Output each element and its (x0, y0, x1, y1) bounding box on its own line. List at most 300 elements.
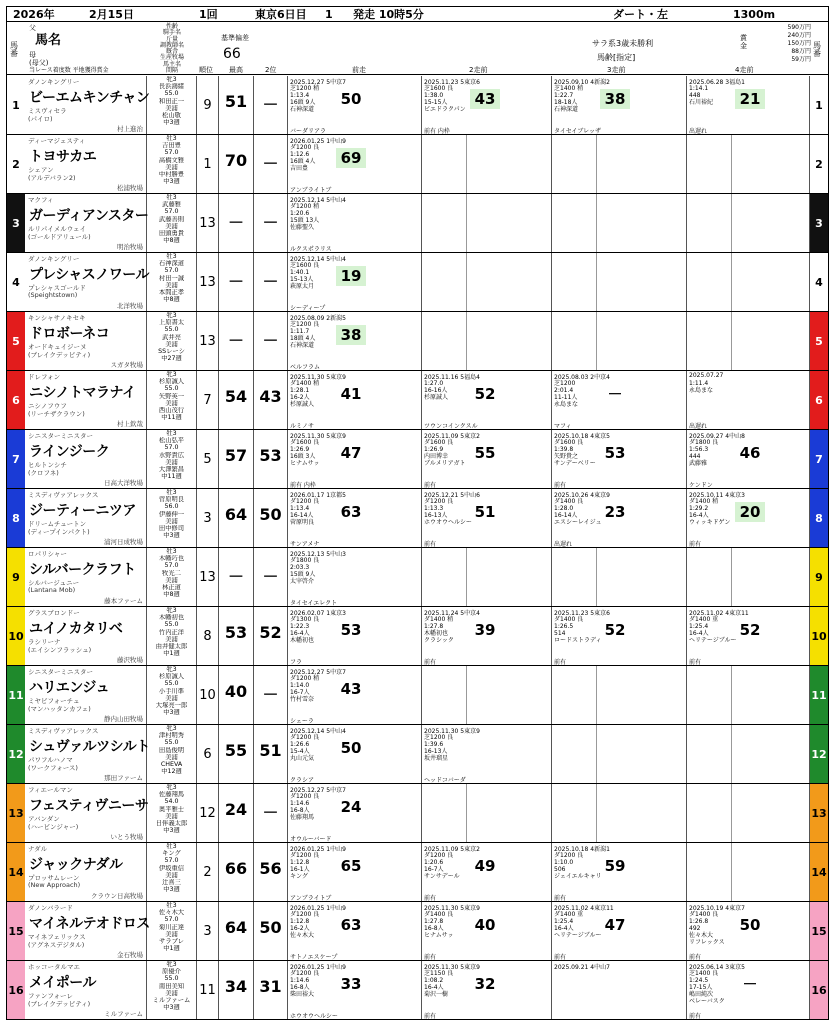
second-value: 52 (259, 623, 282, 642)
empty-grid (466, 312, 526, 370)
info-line: 57.0 (164, 562, 179, 570)
past-race-2 (422, 76, 552, 134)
past-race-1 (288, 135, 422, 193)
info-line: 中11週 (161, 414, 182, 422)
empty-grid (596, 725, 656, 783)
past-race-note: 前有 (424, 541, 437, 548)
past-race-3 (552, 902, 687, 960)
second-cell (254, 784, 288, 842)
past-race-line: 1:26.6 (290, 741, 310, 748)
past-race-1 (288, 961, 422, 1019)
best-cell (219, 253, 254, 311)
horse-name: ラインジーク (29, 444, 110, 460)
info-line: 54.0 (164, 798, 179, 806)
second-value: － (262, 331, 279, 350)
second-value: － (262, 272, 279, 291)
info-label: 性齢 (165, 23, 178, 30)
second-cell (254, 194, 288, 252)
info-line: 牝3 (166, 725, 177, 732)
past-race-3 (552, 548, 687, 606)
jockey-info (147, 312, 197, 370)
past-race-line: 16頭 3人 (290, 453, 316, 460)
dam-sire: (マンハッタンカフェ) (28, 705, 91, 713)
sire-name: ダノンキングリー (28, 78, 80, 86)
hyoka-label: 基準偏差 (221, 34, 249, 42)
rank-value: 6 (197, 725, 219, 783)
dam-name: ラシリーナ (28, 638, 61, 646)
horse-cell (25, 135, 147, 193)
horse-row (7, 76, 828, 135)
past-race-line: 15頭 9人 (290, 571, 316, 578)
past-race-index: 46 (739, 444, 761, 462)
past-race-date: 2025.12.14 5中山4 (290, 256, 346, 263)
past-race-1 (288, 312, 422, 370)
past-race-body (424, 439, 466, 467)
past-race-index: 55 (474, 444, 496, 462)
jockey-info (147, 194, 197, 252)
second-cell (254, 253, 288, 311)
past-race-line: 444 (689, 453, 701, 460)
mother-label: 母 (29, 51, 36, 59)
horse-cell (25, 843, 147, 901)
past-race-note: シェーラ (290, 718, 314, 725)
past-race-2 (422, 194, 552, 252)
sire-name: ディーマジェスティ (28, 137, 86, 145)
past-race-line: ダ1600 良 (290, 439, 320, 446)
past-race-3 (552, 784, 687, 842)
race-condition: 馬齢[指定] (597, 53, 636, 62)
info-line: 57.0 (164, 916, 179, 924)
past-race-date: 2026.01.25 1中山9 (290, 138, 346, 145)
breeder: 明治牧場 (117, 243, 143, 251)
horse-name: マイネルテオドロス (29, 916, 150, 932)
past-race-body (424, 380, 448, 401)
empty-grid (596, 194, 656, 252)
info-line: 松山敬 (162, 112, 181, 120)
info-line: 吉田豊 (162, 142, 181, 150)
past-race-line: 15頭 13人 (290, 217, 320, 224)
umaban-right: 10 (810, 607, 828, 665)
umaban-right: 3 (810, 194, 828, 252)
info-line: 菊川正達 (158, 923, 185, 931)
past-race-2 (422, 371, 552, 429)
past-race-line: 武藤雅 (689, 460, 708, 467)
past-race-line: ダ1200 良 (424, 498, 454, 505)
info-line: 55.0 (164, 680, 179, 688)
empty-grid (731, 548, 791, 606)
second-value: 53 (259, 446, 282, 465)
past-race-line: ダ1400 良 (554, 498, 584, 505)
past-race-line: サンデーベリー (554, 460, 596, 467)
past-race-line: 16-1人 (290, 866, 310, 873)
info-line: キング (162, 850, 181, 858)
rank-value: 13 (197, 312, 219, 370)
second-value: 50 (259, 505, 282, 524)
best-cell (219, 371, 254, 429)
past-race-date: 2025.10.11 4東京3 (689, 492, 745, 499)
past-race-note: 出遅れ (689, 423, 708, 430)
past-race-3 (552, 253, 687, 311)
dam-name: アバンダン (28, 815, 60, 823)
past-race-date: 2025.11.30 5東京9 (424, 905, 480, 912)
info-label: 間隔 (165, 67, 178, 75)
past-race-note: 前有 (554, 954, 567, 961)
past-race-line: エスシーレイジュ (554, 519, 602, 526)
past-race-2 (422, 253, 552, 311)
past-race-note: ルクスポラリス (290, 246, 332, 253)
past-race-index: 47 (604, 916, 626, 934)
info-line: 美浦 (165, 281, 178, 289)
second-value: 31 (259, 977, 282, 996)
umaban-right: 14 (810, 843, 828, 901)
past-race-line: ダ1400 良 (554, 616, 584, 623)
past-race-line: ヘリテージブルー (689, 637, 737, 644)
date: 2月15日 (89, 8, 134, 21)
empty-grid (596, 666, 656, 724)
umaban: 4 (7, 253, 25, 311)
dam-sire: (ハービンジャー) (28, 823, 79, 831)
past-race-body (554, 439, 596, 467)
past-race-2 (422, 961, 552, 1019)
past-race-1 (288, 843, 422, 901)
past-race-note: 前有 (424, 954, 437, 961)
umaban-right: 7 (810, 430, 828, 488)
past-race-line: 柴田裕大 (290, 991, 315, 998)
past-race-line: 16-7人 (424, 866, 444, 873)
past-race-4 (687, 902, 810, 960)
info-label: 馬主名 (162, 60, 181, 68)
rank-value: 2 (197, 843, 219, 901)
second-value: － (262, 154, 279, 173)
umaban-right: 6 (810, 371, 828, 429)
umaban: 11 (7, 666, 25, 724)
second-value: 51 (259, 741, 282, 760)
past-race-note: アンブライトブ (290, 187, 332, 194)
info-line: 中3週 (163, 532, 180, 540)
past-race-line: ダ1800 良 (689, 439, 719, 446)
past-race-date: 2026.01.25 1中山9 (290, 846, 346, 853)
past-race-line: 1:40.1 (290, 269, 310, 276)
past-race-note: 前有 (554, 659, 567, 666)
past-race-line: 1:26.9 (424, 446, 444, 453)
past-race-line: ダ1200 良 (290, 734, 320, 741)
past-race-1 (288, 902, 422, 960)
past-race-note: 前有 内枠 (290, 482, 316, 489)
info-line: 牝3 (166, 961, 177, 968)
past-race-line: 1:14.6 (290, 800, 310, 807)
horse-cell (25, 489, 147, 547)
past-race-line: 1:24.5 (689, 977, 709, 984)
horse-cell (25, 76, 150, 134)
past-race-line: 1:13.4 (290, 505, 310, 512)
info-line: 杉原誠人 (158, 378, 185, 386)
umaban-right: 16 (810, 961, 828, 1019)
past-race-date: 2025.11.09 5東京2 (424, 846, 480, 853)
past-race-line: 永島まな (554, 401, 579, 408)
past-race-2 (422, 902, 552, 960)
jockey-info (147, 548, 197, 606)
rank-label: 順位 (199, 66, 213, 74)
past-race-line: ヘリテージブルー (554, 932, 602, 939)
info-line: 中11週 (161, 473, 182, 481)
info-line: 牝3 (166, 784, 177, 791)
past-race-line: 菊沢一樹 (424, 991, 449, 998)
past-race-line: 1:28.1 (290, 387, 310, 394)
past-race-body (290, 911, 319, 939)
past-race-line: 永島まな (689, 387, 714, 394)
past-race-body (554, 498, 601, 526)
past-race-line: 1:14.0 (290, 682, 310, 689)
past-race-line: 1:13.3 (424, 505, 444, 512)
past-race-index: 51 (474, 503, 496, 521)
mother-father-label: (母父) (29, 59, 49, 67)
past-race-line: ダ1400 良 (424, 911, 454, 918)
dam-sire: (パイロ) (28, 115, 53, 123)
horse-row (7, 961, 828, 1020)
past-race-line: ダ1200 良 (290, 911, 320, 918)
best-cell (219, 725, 254, 783)
dam-sire: (New Approach) (28, 881, 81, 889)
empty-grid (466, 548, 526, 606)
past-race-4 (687, 784, 810, 842)
dam-sire: (アグネスデジタル) (28, 941, 85, 949)
past-race-index: 38 (336, 325, 366, 345)
info-line: 和田正一 (158, 97, 185, 105)
empty-grid (596, 135, 656, 193)
name-label: 馬名 (35, 33, 62, 48)
past-race-line: 竹村雪奈 (290, 696, 315, 703)
past-race-3 (552, 430, 687, 488)
past-race-line: 1:38.0 (424, 92, 444, 99)
prize-value: 59万円 (791, 56, 811, 63)
distance: 1300m (733, 7, 776, 21)
dam-sire: (ワークフォース) (28, 764, 78, 772)
dam-name: プロッサムレーン (28, 874, 80, 882)
info-line: 大澤繁昌 (158, 466, 185, 474)
dam-name: オードキュイジーヌ (28, 343, 87, 351)
info-line: 奥平雅士 (158, 805, 185, 813)
past-race-note: 前有 内枠 (424, 128, 450, 135)
info-line: 牡3 (166, 902, 177, 909)
empty-grid (731, 843, 791, 901)
jockey-info (147, 784, 197, 842)
dam-name: パワフルハノマ (28, 756, 73, 764)
past-race-line: 1:27.0 (424, 380, 444, 387)
empty-grid (466, 666, 526, 724)
past-race-date: 2026.01.25 1中山9 (290, 905, 346, 912)
dam-name: ミヤビフォーチュ (28, 697, 80, 705)
best-cell (219, 843, 254, 901)
past-race-index: 32 (474, 975, 496, 993)
past-race-body (554, 380, 578, 408)
empty-grid (466, 135, 526, 193)
past-race-line: 1:27.8 (424, 623, 444, 630)
past-race-index: 50 (739, 916, 761, 934)
past-race-3 (552, 607, 687, 665)
past-race-date: 2025.11.02 4東京11 (554, 905, 614, 912)
past-race-line: 佐々木大 (689, 932, 714, 939)
horse-name: ハリエンジュ (29, 680, 110, 696)
info-line: 美浦 (165, 635, 178, 643)
past-race-body (689, 85, 713, 106)
past-race-2 (422, 607, 552, 665)
info-line: 林正道 (162, 584, 181, 592)
info-line: 中1週 (163, 945, 180, 953)
past-race-line: 石神深道 (554, 106, 579, 113)
info-line: 56.0 (164, 503, 179, 511)
past-race-line: 11-11人 (554, 394, 578, 401)
info-line: 長浜鴻緒 (158, 83, 185, 91)
past-race-line: 芝1200 (554, 380, 576, 387)
past-race-line: 1:26.5 (554, 623, 574, 630)
horse-name: ニシノトマラナイ (29, 385, 136, 401)
venue: 東京6日目 (255, 8, 307, 21)
sire-name: マクフィ (28, 196, 54, 204)
past-race-date: 2025.11.30 5東京9 (290, 374, 346, 381)
past-race-index: 43 (340, 680, 362, 698)
past-race-line: 1:08.2 (424, 977, 444, 984)
past-race-line: ダ1400 稍 (290, 380, 320, 387)
best-cell (219, 548, 254, 606)
past-race-line: サンサデール (424, 873, 460, 880)
info-line: 佐々木大 (158, 909, 185, 917)
info-line: 55.0 (164, 90, 179, 98)
past-race-1 (288, 253, 422, 311)
umaban-label: 馬番 (10, 41, 18, 58)
prize-value: 88万円 (791, 48, 811, 55)
sire-name: ミスディヴァアレックス (28, 491, 99, 499)
past-race-line: 芝1200 稍 (290, 85, 320, 92)
umaban-right: 4 (810, 253, 828, 311)
past-race-line: ダ1300 良 (290, 616, 320, 623)
past-race-note: サトノエスケープ (290, 954, 338, 961)
past-race-date: 2025.09.27 4中山8 (689, 433, 745, 440)
past-race-body (424, 734, 453, 762)
info-line: 美浦 (165, 871, 178, 879)
info-line: 中3週 (163, 886, 180, 894)
dam-name: ミスヴィセラ (28, 107, 67, 115)
past-race-line: 1:20.6 (290, 210, 310, 217)
past-race-line: 芝1600 良 (290, 262, 320, 269)
info-line: 田島俊明 (158, 746, 185, 754)
second-value: － (262, 685, 279, 704)
empty-grid (731, 135, 791, 193)
best-value: 54 (224, 387, 248, 406)
past-race-line: 矢野貴之 (554, 453, 579, 460)
breeder: 静内山田牧場 (104, 715, 143, 723)
best-cell (219, 76, 254, 134)
dam-sire: (Speightstown) (28, 291, 78, 299)
past-race-line: 16-2人 (290, 394, 310, 401)
past-race-line: 杉原誠人 (290, 401, 315, 408)
past-race-line: 16頭 4人 (290, 158, 316, 165)
info-line: サラブレ (159, 938, 184, 946)
past-race-body (689, 380, 713, 394)
past-race-line: キング (290, 873, 308, 880)
post-time: 発走 10時5分 (353, 8, 424, 21)
past-race-date: 2025.11.23 5東京6 (424, 79, 480, 86)
umaban: 13 (7, 784, 25, 842)
past-race-4 (687, 76, 810, 134)
past-race-body (290, 970, 319, 998)
past-race-3 (552, 843, 687, 901)
past-race-note: 前有 (424, 1013, 437, 1020)
race-class: サラ系3歳未勝利 (592, 39, 654, 48)
past-race-2 (422, 843, 552, 901)
info-line: 中3週 (163, 827, 180, 835)
jockey-info (147, 430, 197, 488)
past-race-1 (288, 607, 422, 665)
past-race-line: 1:39.8 (554, 446, 574, 453)
breeder: 村上欽哉 (117, 420, 143, 428)
past-race-index: 19 (336, 266, 366, 286)
past-race-2 (422, 430, 552, 488)
umaban-right: 9 (810, 548, 828, 606)
past-race-line: ダ1400 重 (554, 911, 584, 918)
past-race-1 (288, 430, 422, 488)
past-race-line: 杉原誠人 (424, 394, 449, 401)
dam-name: シルバージュニー (28, 579, 80, 587)
past-race-line: 内田博幸 (424, 453, 449, 460)
info-line: 牝3 (166, 312, 177, 319)
past-race-line: 芝1400 稍 (554, 85, 584, 92)
horse-name: ガーディアンスター (29, 208, 149, 224)
past-race-body (290, 675, 319, 703)
past-race-index (336, 561, 366, 581)
past-race-note: フラ (290, 659, 303, 666)
past-race-body (424, 970, 453, 998)
umaban-right: 8 (810, 489, 828, 547)
info-line: 牧光二 (162, 569, 181, 577)
jockey-info (147, 902, 197, 960)
past-race-index: 52 (604, 621, 626, 639)
past-race-line: 1:14.6 (290, 977, 310, 984)
kai: 1回 (199, 8, 218, 21)
empty-grid (731, 666, 791, 724)
sire-name: グラスブロンドー (28, 609, 80, 617)
horse-name: ドロボーネコ (29, 326, 110, 342)
info-line: 57.0 (164, 208, 179, 216)
past-race-line: ウィッキドゲン (689, 519, 731, 526)
past-race-1 (288, 548, 422, 606)
second-value: － (262, 567, 279, 586)
info-line: 美浦 (165, 989, 178, 997)
past-race-line: 16-8人 (290, 984, 310, 991)
past-race-2 (422, 489, 552, 547)
horse-cell (25, 725, 150, 783)
past-race-index: 63 (340, 503, 362, 521)
past-race-index: 24 (340, 798, 362, 816)
horse-name: シルバークラフト (29, 562, 136, 578)
info-line: 中村勝豊 (158, 171, 185, 179)
info-line: 牡3 (166, 430, 177, 437)
past-race-index: 40 (474, 916, 496, 934)
info-line: 小手川準 (158, 687, 185, 695)
dam-sire: (ゴールドアリュール) (28, 233, 91, 241)
zenso-label: 前走 (352, 66, 366, 74)
info-line: 中1週 (163, 650, 180, 658)
dam-name: ニシノフウフ (28, 402, 67, 410)
dam-name: シェアン (28, 166, 54, 174)
past-race-2 (422, 725, 552, 783)
past-race-line: クラシック (424, 637, 454, 644)
info-line: 中3週 (163, 119, 180, 127)
year: 2026年 (13, 8, 55, 21)
best-value: 55 (224, 741, 248, 760)
umaban-label-right: 馬番 (813, 41, 821, 58)
best-cell (219, 902, 254, 960)
past-race-note: バーダリアラ (290, 128, 327, 135)
